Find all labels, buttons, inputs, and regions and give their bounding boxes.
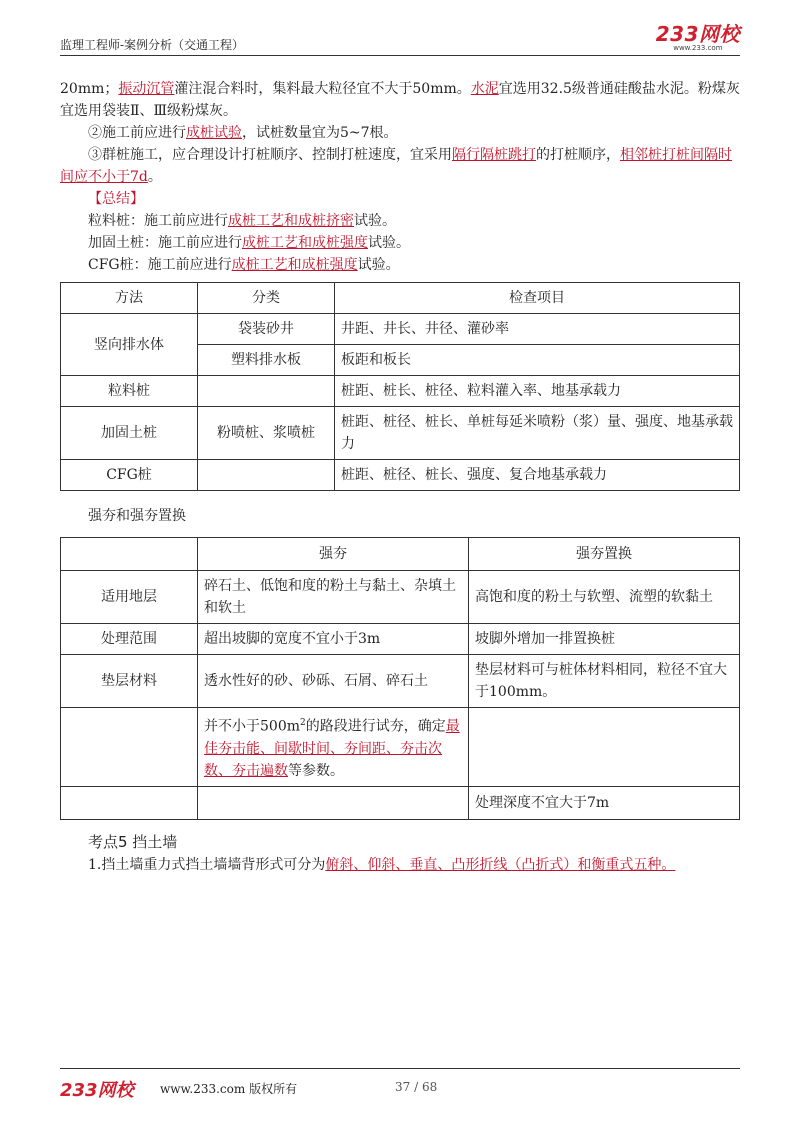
brand-logo[interactable] [656,24,740,52]
text: 粒料桩：施工前应进行 [88,213,228,229]
table-cell: 碎石土、低饱和度的粉土与黏土、杂填土和软土 [198,571,469,624]
section-heading: 考点5 挡土墙 [88,832,178,851]
table-cell [61,786,198,819]
column-header: 分类 [198,283,335,314]
highlight-term: 成桩工艺和成桩挤密 [228,213,354,229]
text: 试验。 [354,213,396,229]
table-cell: 粒料桩 [61,376,198,407]
logo-url: www.233.com [673,44,723,52]
table-row [61,655,740,708]
highlight-term: 成桩工艺和成桩强度 [242,235,368,251]
highlight-term: 隔行隔桩跳打 [452,147,536,163]
logo-wordmark: 233网校 [655,22,740,46]
dynamic-compaction-table [60,537,740,820]
table-cell [198,460,335,491]
table-cell: 桩距、桩长、桩径、粒料灌入率、地基承载力 [335,376,740,407]
table-cell [61,708,198,787]
text: ③群桩施工，应合理设计打桩顺序、控制打桩速度，宜采用 [88,147,452,163]
table-row [61,786,740,819]
summary-soil-pile [60,232,740,254]
text: 。 [147,169,162,185]
paragraph-retaining-wall [88,854,740,876]
column-header: 强夯置换 [469,538,740,571]
table-cell: 桩距、桩径、桩长、单桩每延米喷粉（浆）量、强度、地基承载力 [335,407,740,460]
table-cell: 加固土桩 [61,407,198,460]
column-header: 强夯 [198,538,469,571]
table-cell: 竖向排水体 [61,314,198,376]
table-cell [198,376,335,407]
table-header-row [61,538,740,571]
table-cell: 高饱和度的粉土与软塑、流塑的软黏土 [469,571,740,624]
table-cell: 垫层材料 [61,655,198,708]
highlight-term: 相邻桩打桩间隔时间应不小于7d [60,147,732,185]
text: 的路段进行试夯，确定 [305,718,446,735]
highlight-term: 成桩工艺和成桩强度 [231,257,358,273]
table-cell: 适用地层 [61,571,198,624]
highlight-term: 成桩试验 [186,125,242,141]
text: 并不小于500m [204,718,300,735]
summary-cfg-pile [60,254,740,276]
highlight-term: 水泥 [470,81,499,97]
table-cell [469,708,740,787]
copyright-text: www.233.com 版权所有 [160,1082,298,1096]
table-cell: 垫层材料可与桩体材料相同，粒径不宜大于100mm。 [469,655,740,708]
table-cell: 塑料排水板 [198,345,335,376]
footer-logo[interactable]: 233网校 [60,1080,134,1101]
table-header-row [61,283,740,314]
text: 1.挡土墙重力式挡土墙墙背形式可分为 [88,856,326,873]
column-header [61,538,198,571]
text: ，试桩数量宜为5~7根。 [242,125,398,141]
table-cell: 坡脚外增加一排置换桩 [469,624,740,655]
table-row [61,708,740,787]
page-number: 37 / 68 [395,1080,438,1094]
table-cell: 粉喷桩、浆喷桩 [198,407,335,460]
text: 加固土桩：施工前应进行 [88,235,242,251]
table-row [61,376,740,407]
table-cell: 板距和板长 [335,345,740,376]
table-row [61,407,740,460]
paragraph-pile-test [60,122,740,144]
text: 的打桩顺序， [536,147,620,163]
text: 20mm； [60,81,119,97]
table-cell [198,786,469,819]
header-divider [60,55,740,56]
inspection-table [60,282,740,491]
text: 宜选用32.5级普通硅酸盐水泥。粉煤灰宜选用袋装Ⅱ、Ⅲ级粉煤灰。 [60,81,740,119]
text: ②施工前应进行 [88,125,186,141]
table-cell: 处理范围 [61,624,198,655]
text: CFG桩：施工前应进行 [88,257,232,273]
table-cell: 桩距、桩径、桩长、强度、复合地基承载力 [335,460,740,491]
paragraph-cfg-materials [60,78,740,122]
document-title: 监理工程师-案例分析（交通工程） [60,38,245,52]
text: 试验。 [368,235,410,251]
footer-divider [60,1068,740,1069]
table2-caption: 强夯和强夯置换 [88,508,186,524]
column-header: 检查项目 [335,283,740,314]
page-header [60,24,740,54]
table-row [61,571,740,624]
superscript: 2 [300,718,306,728]
page-footer [60,1076,740,1100]
highlight-term: 振动沉管 [118,81,175,97]
summary-granular-pile [60,210,740,232]
text: 等参数。 [288,762,344,779]
highlight-term: 俯斜、仰斜、垂直、凸形折线（凸折式）和衡重式五种。 [325,856,676,873]
table-cell: 袋装砂井 [198,314,335,345]
text: 试验。 [357,257,400,273]
summary-label: 【总结】 [88,191,144,207]
table-row [61,624,740,655]
table-cell: 透水性好的砂、砂砾、石屑、碎石土 [198,655,469,708]
column-header: 方法 [61,283,198,314]
text: 灌注混合料时，集料最大粒径宜不大于50mm。 [174,81,471,97]
highlight-term: 最佳夯击能、间歇时间、夯间距、夯击次数、夯击遍数 [204,718,460,779]
table-row [61,460,740,491]
table-cell: CFG桩 [61,460,198,491]
table-cell-trial [198,708,469,787]
paragraph-group-piling [60,144,740,188]
page-content [60,78,740,876]
table-cell: 超出坡脚的宽度不宜小于3m [198,624,469,655]
table-cell: 处理深度不宜大于7m [469,786,740,819]
table-cell: 井距、井长、井径、灌砂率 [335,314,740,345]
table-row [61,314,740,345]
